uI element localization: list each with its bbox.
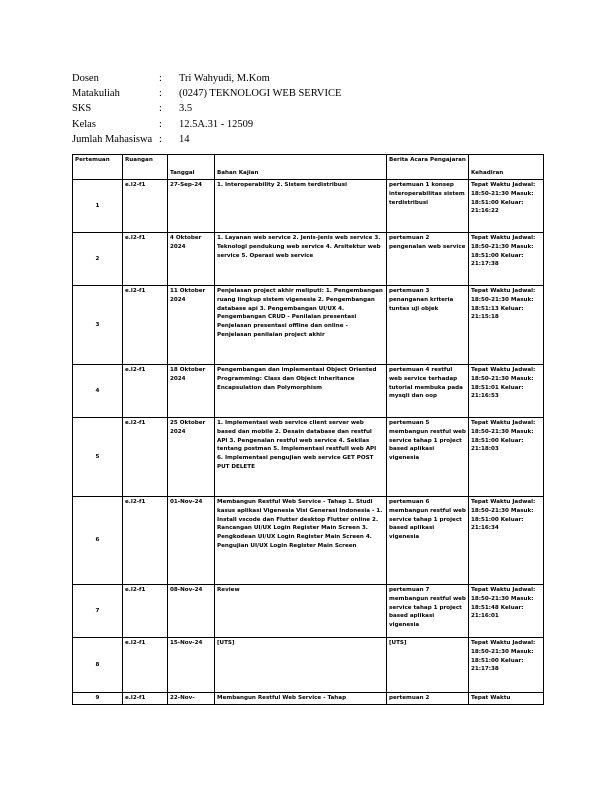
- column-header-ruangan: Ruangan: [123, 155, 168, 180]
- cell-bahan-kajian: 1. Implementasi web service client server web based dan mobile 2. Desain database dan restful API 3. Pengenalan restful web service 4. Sekilas tentang postman 5. Implementasi restfull web API 6. Implementasi pengujian web service GET POST PUT DELETE: [215, 418, 387, 497]
- cell-kehadiran: Tepat Waktu Jadwal: 18:50-21:30 Masuk: 18:51:48 Keluar: 21:16:01: [469, 585, 544, 638]
- cell-bahan-kajian: 1. Layanan web service 2. Jenis-jenis web service 3. Teknologi pendukung web service 4. Arsitektur web service 5. Operasi web service: [215, 233, 387, 286]
- header-value: (0247) TEKNOLOGI WEB SERVICE: [179, 88, 342, 100]
- cell-tanggal: 15-Nov-24: [168, 638, 215, 693]
- cell-berita-acara: pertemuan 3 penanganan kriteria tuntas uji objek: [387, 286, 469, 365]
- table-row: [73, 233, 544, 286]
- cell-tanggal: 4 Oktober 2024: [168, 233, 215, 286]
- cell-ruangan: e.l2-f1: [123, 585, 168, 638]
- table-row: [73, 497, 544, 585]
- cell-bahan-kajian: Membangun Restful Web Service - Tahap 1. Studi kasus aplikasi Vigenesia Visi Generasi Indonesia - 1. Install vscode dan Flutter desktop Flutter online 2. Rancangan UI/UX Login Register Main Screen 3. Pengkodean UI/UX Login Register Main Screen 4. Pengujian UI/UX Login Register Main Screen: [215, 497, 387, 585]
- cell-pertemuan: 2: [73, 233, 123, 286]
- column-header-berita-acara: Berita Acara Pengajaran: [387, 155, 469, 180]
- cell-kehadiran: Tepat Waktu Jadwal: 18:50-21:30 Masuk: 18:51:13 Keluar: 21:15:18: [469, 286, 544, 365]
- cell-bahan-kajian: [UTS]: [215, 638, 387, 693]
- header-label: SKS: [72, 103, 92, 115]
- cell-pertemuan: 8: [73, 638, 123, 693]
- cell-ruangan: e.l2-f1: [123, 418, 168, 497]
- cell-berita-acara: [UTS]: [387, 638, 469, 693]
- cell-tanggal: 01-Nov-24: [168, 497, 215, 585]
- attendance-table: [72, 154, 544, 705]
- cell-kehadiran: Tepat Waktu: [469, 693, 544, 705]
- column-header-pertemuan: Pertemuan: [73, 155, 123, 180]
- cell-ruangan: e.l2-f1: [123, 180, 168, 233]
- cell-ruangan: e.l2-f1: [123, 233, 168, 286]
- header-label: Dosen: [72, 73, 99, 84]
- table-row: [73, 180, 544, 233]
- header-colon: :: [159, 103, 162, 115]
- cell-kehadiran: Tepat Waktu Jadwal: 18:50-21:30 Masuk: 18:51:00 Keluar: 21:18:03: [469, 418, 544, 497]
- table-row: [73, 418, 544, 497]
- cell-kehadiran: Tepat Waktu Jadwal: 18:50-21:30 Masuk: 18:51:01 Keluar: 21:16:53: [469, 365, 544, 418]
- column-header-bahan-kajian: Bahan Kajian: [215, 155, 387, 180]
- cell-berita-acara: pertemuan 6 membangun restful web service tahap 1 project based aplikasi vigenesia: [387, 497, 469, 585]
- cell-berita-acara: pertemuan 1 konsep interoperabilitas sistem terdistribusi: [387, 180, 469, 233]
- header-label: Jumlah Mahasiswa: [72, 133, 153, 145]
- cell-ruangan: e.l2-f1: [123, 638, 168, 693]
- header-colon: :: [159, 133, 162, 145]
- cell-tanggal: 18 Oktober 2024: [168, 365, 215, 418]
- cell-kehadiran: Tepat Waktu Jadwal: 18:50-21:30 Masuk: 18:51:00 Keluar: 21:17:38: [469, 638, 544, 693]
- header-label: Matakuliah: [72, 88, 120, 100]
- cell-pertemuan: 9: [73, 693, 123, 705]
- table-header-row: [73, 155, 544, 180]
- cell-pertemuan: 5: [73, 418, 123, 497]
- cell-tanggal: 22-Nov-: [168, 693, 215, 705]
- header-value: 14: [179, 133, 190, 145]
- cell-tanggal: 08-Nov-24: [168, 585, 215, 638]
- cell-tanggal: 11 Oktober 2024: [168, 286, 215, 365]
- cell-tanggal: 25 Oktober 2024: [168, 418, 215, 497]
- header-value: Tri Wahyudi, M.Kom: [179, 73, 270, 84]
- cell-berita-acara: pertemuan 7 membangun restful web service tahap 1 project based aplikasi vigenesia: [387, 585, 469, 638]
- cell-berita-acara: pertemuan 4 restful web service terhadap tutorial membuka pada mysqli dan oop: [387, 365, 469, 418]
- cell-ruangan: e.l2-f1: [123, 693, 168, 705]
- header-label: Kelas: [72, 118, 96, 130]
- cell-pertemuan: 4: [73, 365, 123, 418]
- cell-bahan-kajian: 1. Interoperability 2. Sistem terdistribusi: [215, 180, 387, 233]
- cell-bahan-kajian: Penjelasan project akhir meliputi: 1. Pengembangan ruang lingkup sistem vigenesia 2. Pengembangan database api 3. Pengembangan UI/UX 4. Pengembangan CRUD - Penilaian presentasi Penjelasan presentasi offline dan online - Penjelasan penilaian project akhir: [215, 286, 387, 365]
- table-row: [73, 286, 544, 365]
- cell-pertemuan: 3: [73, 286, 123, 365]
- table-row: [73, 585, 544, 638]
- cell-kehadiran: Tepat Waktu Jadwal: 18:50-21:30 Masuk: 18:51:00 Keluar: 21:17:38: [469, 233, 544, 286]
- cell-bahan-kajian: Review: [215, 585, 387, 638]
- column-header-kehadiran: Kehadiran: [469, 155, 544, 180]
- cell-ruangan: e.l2-f1: [123, 497, 168, 585]
- table-row: [73, 365, 544, 418]
- cell-pertemuan: 7: [73, 585, 123, 638]
- cell-tanggal: 27-Sep-24: [168, 180, 215, 233]
- header-colon: :: [159, 118, 162, 130]
- cell-berita-acara: pertemuan 2: [387, 693, 469, 705]
- header-colon: :: [159, 88, 162, 100]
- cell-berita-acara: pertemuan 5 membangun restful web service tahap 1 project based aplikasi vigenesia: [387, 418, 469, 497]
- cell-kehadiran: Tepat Waktu Jadwal: 18:50-21:30 Masuk: 18:51:00 Keluar: 21:16:34: [469, 497, 544, 585]
- cell-kehadiran: Tepat Waktu Jadwal: 18:50-21:30 Masuk: 18:51:00 Keluar: 21:16:22: [469, 180, 544, 233]
- cell-bahan-kajian: Pengembangan dan implementasi Object Oriented Programming: Class dan Object Inheritance Encapsulation dan Polymorphism: [215, 365, 387, 418]
- cell-bahan-kajian: Membangun Restful Web Service - Tahap: [215, 693, 387, 705]
- header-colon: :: [159, 73, 162, 84]
- header-value: 12.5A.31 - 12509: [179, 118, 254, 130]
- cell-ruangan: e.l2-f1: [123, 286, 168, 365]
- cell-berita-acara: pertemuan 2 pengenalan web service: [387, 233, 469, 286]
- table-row: [73, 693, 544, 705]
- column-header-tanggal: Tanggal: [168, 155, 215, 180]
- cell-pertemuan: 1: [73, 180, 123, 233]
- cell-pertemuan: 6: [73, 497, 123, 585]
- table-row: [73, 638, 544, 693]
- cell-ruangan: e.l2-f1: [123, 365, 168, 418]
- header-value: 3.5: [179, 103, 193, 115]
